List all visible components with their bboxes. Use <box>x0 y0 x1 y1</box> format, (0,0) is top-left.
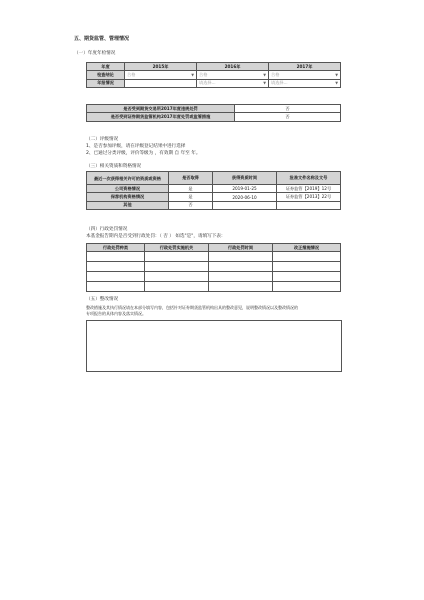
part5-line: 专项报告的具体内容及落实情况。 <box>86 311 146 316</box>
table-cell[interactable] <box>87 262 145 272</box>
table-cell[interactable] <box>273 272 341 282</box>
section-title: 五、期货监管、管理情况 <box>74 36 130 42</box>
table-row <box>87 71 341 79</box>
table-cell[interactable]: 证券监管【2019】12号 <box>277 185 341 193</box>
part3-title: （三）相关资质和资格情况 <box>86 164 142 169</box>
table-cell[interactable] <box>273 252 341 262</box>
table-row <box>87 105 341 113</box>
table-cell[interactable] <box>277 201 341 209</box>
header-cell: 最近一次获得相关许可的资质或资格 <box>87 172 169 185</box>
table-row <box>87 262 341 272</box>
table-header-row <box>87 172 341 185</box>
table-cell[interactable] <box>145 282 209 292</box>
table-cell[interactable] <box>209 252 273 262</box>
header-cell: 行政处罚种类 <box>87 244 145 252</box>
report-select-2017[interactable]: 请选择... ▼ <box>269 79 341 87</box>
compliance-value[interactable]: 否 <box>235 105 341 113</box>
header-cell: 是否取得 <box>169 172 213 185</box>
report-cell-2015 <box>125 79 197 87</box>
chevron-down-icon: ▼ <box>263 81 266 86</box>
inspection-select-2017[interactable]: 合格 ▼ <box>269 71 341 79</box>
header-cell: 获得资质时间 <box>213 172 277 185</box>
table-cell[interactable]: 证券监管【2013】22号 <box>277 193 341 201</box>
compliance-label: 是否受到证券期货监管机构2017年度处罚或监管措施 <box>87 113 235 121</box>
table-cell[interactable]: 否 <box>169 201 213 209</box>
row-label: 检查结论 <box>87 71 125 79</box>
table-cell[interactable] <box>145 262 209 272</box>
table-row <box>87 201 341 209</box>
table-cell[interactable] <box>145 272 209 282</box>
table-cell[interactable] <box>209 262 273 272</box>
table-cell[interactable] <box>213 201 277 209</box>
row-label: 其他 <box>87 201 169 209</box>
compliance-table <box>86 104 341 122</box>
table-cell[interactable] <box>273 282 341 292</box>
table-row <box>87 79 341 87</box>
table-cell[interactable] <box>273 262 341 272</box>
table-row <box>87 113 341 121</box>
chevron-down-icon: ▼ <box>191 73 194 78</box>
row-label: 保荐机构资格情况 <box>87 193 169 201</box>
part5-title: （五）整改情况 <box>86 297 119 302</box>
compliance-label: 是否受到期货交易所2017年度违规处罚 <box>87 105 235 113</box>
table-cell[interactable] <box>87 282 145 292</box>
rectification-textarea[interactable] <box>86 320 342 372</box>
table-cell[interactable] <box>209 272 273 282</box>
table-cell[interactable]: 2020-06-10 <box>213 193 277 201</box>
table-row <box>87 272 341 282</box>
table-row <box>87 252 341 262</box>
compliance-value[interactable]: 否 <box>235 113 341 121</box>
header-cell: 行政处罚实施机关 <box>145 244 209 252</box>
row-label: 公司资格情况 <box>87 185 169 193</box>
header-cell: 2017年 <box>269 63 341 71</box>
table-header-row <box>87 63 341 71</box>
part1-title: （一）年度年检情况 <box>74 51 116 56</box>
part2-line: 2、已通过分类评级，评价等级为 ，有效期 自 年至 年。 <box>86 151 201 156</box>
part4-intro: 本基金报告期内是否受到行政处罚：（ 否 ） 如选"是"，请填写下表： <box>86 234 226 239</box>
qualification-table <box>86 171 341 210</box>
row-label: 年报情况 <box>87 79 125 87</box>
annual-inspection-table <box>86 62 341 88</box>
table-row <box>87 282 341 292</box>
report-select-2016[interactable]: 请选择... ▼ <box>197 79 269 87</box>
part2-line: 1、是否参加评级，请在评级登记结果中进行选择 <box>86 144 186 149</box>
inspection-select-2016[interactable]: 合格 ▼ <box>197 71 269 79</box>
header-cell: 年度 <box>87 63 125 71</box>
header-cell: 改正措施情况 <box>273 244 341 252</box>
table-cell[interactable]: 是 <box>169 193 213 201</box>
part2-title: （二）评级情况 <box>86 137 119 142</box>
table-row <box>87 193 341 201</box>
part5-line: 整改措施及其执行情况请在本部分填写内容，包括针对证券期货监管机构出具的整改意见，说明整改情况以及整改情况的 <box>86 305 298 310</box>
table-cell[interactable] <box>145 252 209 262</box>
chevron-down-icon: ▼ <box>335 81 338 86</box>
header-cell: 批准文件名称及文号 <box>277 172 341 185</box>
header-cell: 行政处罚时间 <box>209 244 273 252</box>
table-cell[interactable] <box>87 252 145 262</box>
table-cell[interactable]: 2019-01-25 <box>213 185 277 193</box>
table-cell[interactable] <box>209 282 273 292</box>
header-cell: 2015年 <box>125 63 197 71</box>
chevron-down-icon: ▼ <box>263 73 266 78</box>
header-cell: 2016年 <box>197 63 269 71</box>
penalty-table <box>86 243 341 292</box>
inspection-select-2015[interactable]: 合格 ▼ <box>125 71 197 79</box>
table-header-row <box>87 244 341 252</box>
table-cell[interactable] <box>87 272 145 282</box>
table-cell[interactable]: 是 <box>169 185 213 193</box>
part4-title: （四）行政处罚情况 <box>86 227 128 232</box>
table-row <box>87 185 341 193</box>
chevron-down-icon: ▼ <box>335 73 338 78</box>
